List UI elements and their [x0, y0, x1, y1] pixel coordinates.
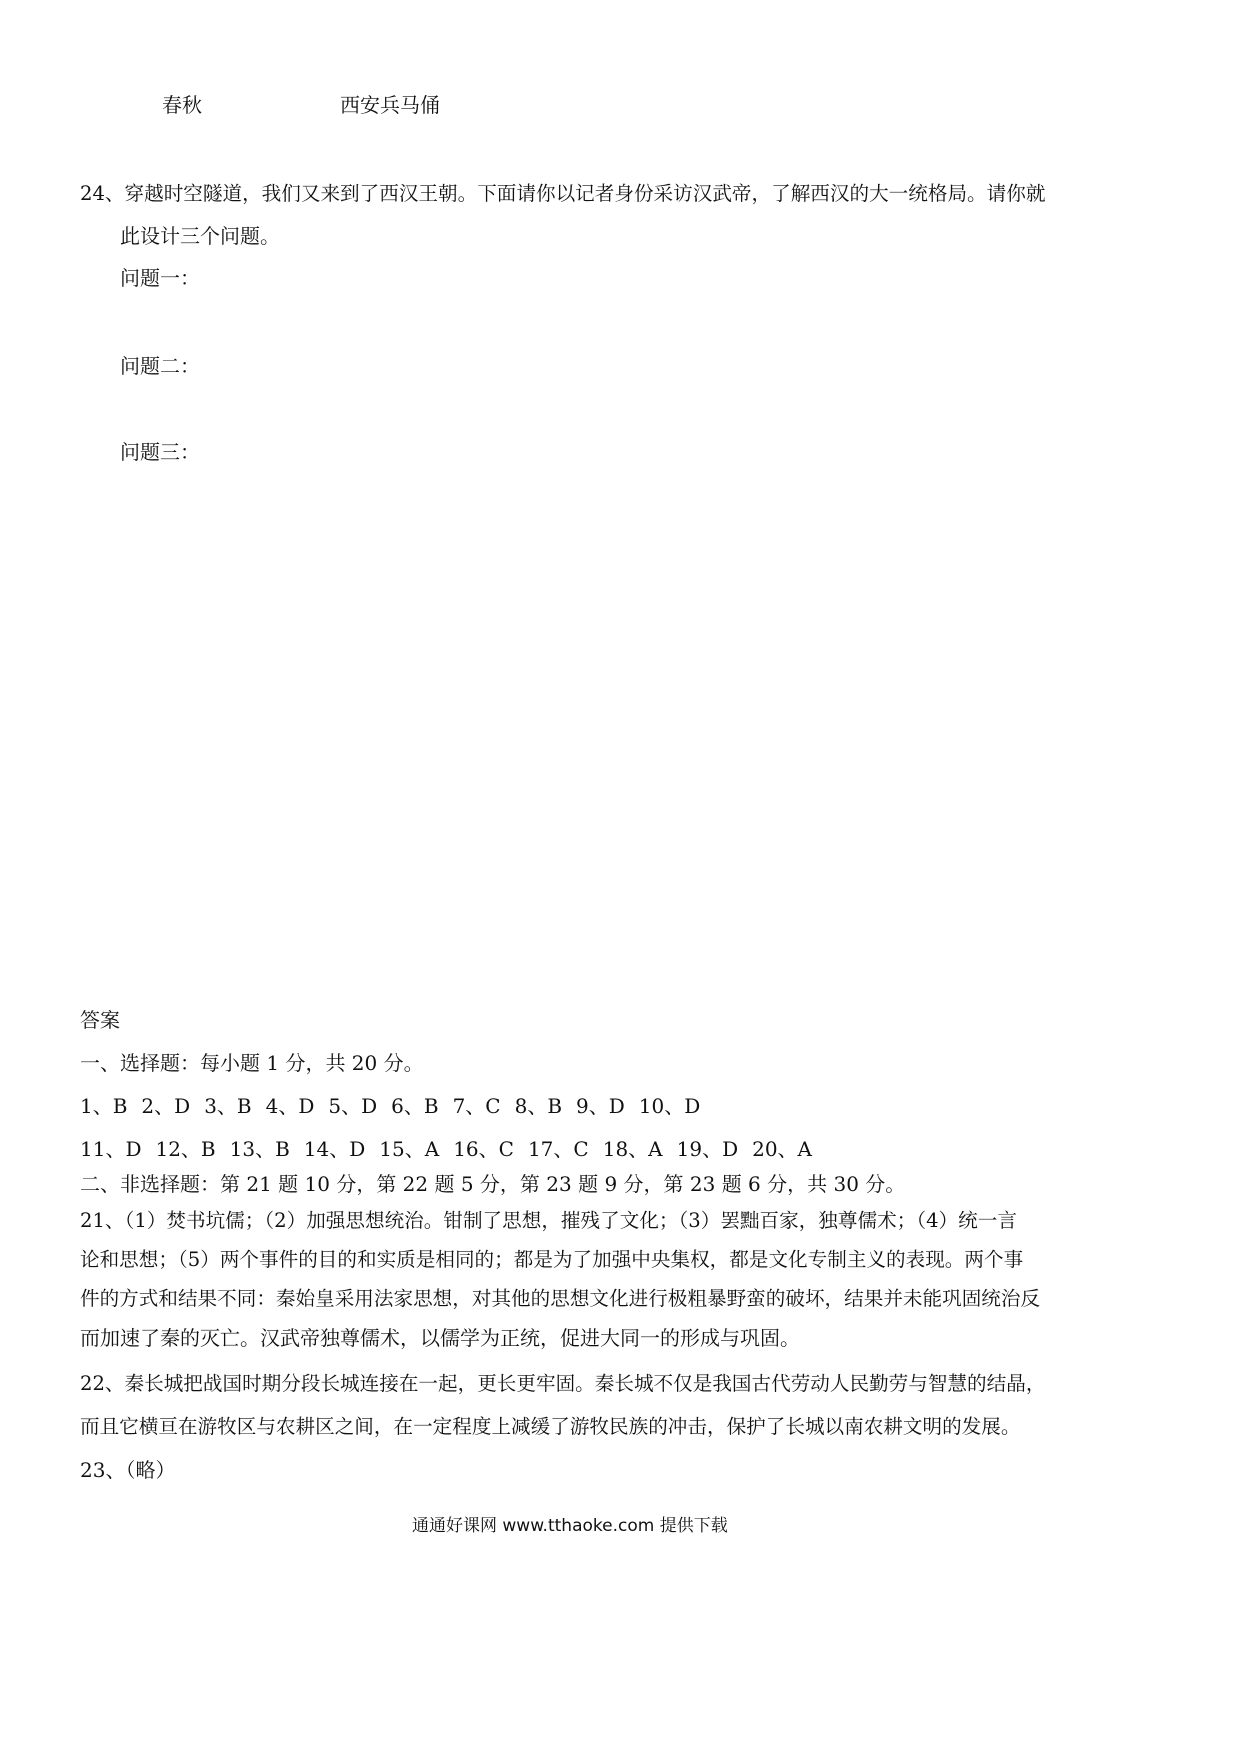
footer-source: 通通好课网 www.tthaoke.com 提供下载	[412, 1516, 728, 1536]
question24-line1: 24、穿越时空隧道，我们又来到了西汉王朝。下面请你以记者身份采访汉武帝，了解西汉的大一统格局。请你就	[80, 182, 1046, 205]
answer-item: 11、D	[80, 1137, 142, 1161]
answer21-line2: 论和思想；（5）两个事件的目的和实质是相同的；都是为了加强中央集权，都是文化专制主义的表现。两个事	[80, 1248, 1024, 1271]
top-row-left: 春秋	[162, 93, 202, 117]
answer-item: 12、B	[155, 1137, 216, 1161]
answer-item: 19、D	[676, 1137, 739, 1161]
question24-q2: 问题二：	[120, 354, 200, 378]
answer-item: 9、D	[576, 1094, 625, 1118]
answer22-line2: 而且它横亘在游牧区与农耕区之间，在一定程度上减缓了游牧民族的冲击，保护了长城以南农耕文明的发展。	[80, 1415, 1021, 1438]
top-row-right: 西安兵马俑	[340, 93, 440, 117]
answer-item: 13、B	[229, 1137, 290, 1161]
answer-item: 4、D	[265, 1094, 315, 1118]
answer22-line1: 22、秦长城把战国时期分段长城连接在一起，更长更牢固。秦长城不仅是我国古代劳动人民勤劳与智慧的结晶，	[80, 1372, 1046, 1395]
answers-title: 答案	[80, 1008, 120, 1032]
question24-q3: 问题三：	[120, 440, 200, 464]
answer21-line3: 件的方式和结果不同：秦始皇采用法家思想，对其他的思想文化进行极粗暴野蛮的破坏，结果并未能巩固统治反	[80, 1287, 1041, 1310]
answer-item: 18、A	[602, 1137, 663, 1161]
answer21-line1: 21、（1）焚书坑儒；（2）加强思想统治。钳制了思想，摧残了文化；（3）罢黜百家，独尊儒术；（4）统一言	[80, 1209, 1017, 1232]
answer21-line4: 而加速了秦的灭亡。汉武帝独尊儒术，以儒学为正统，促进大同一的形成与巩固。	[80, 1326, 800, 1350]
answer-item: 20、A	[752, 1137, 813, 1161]
answers-section1: 一、选择题：每小题 1 分，共 20 分。	[80, 1051, 424, 1075]
answer-item: 14、D	[303, 1137, 366, 1161]
question24-q1: 问题一：	[120, 266, 200, 290]
answer-item: 6、B	[391, 1094, 439, 1118]
answers-section2: 二、非选择题：第 21 题 10 分，第 22 题 5 分，第 23 题 9 分，第 23 题 6 分，共 30 分。	[80, 1172, 906, 1196]
answer-item: 8、B	[514, 1094, 563, 1118]
answer-item: 17、C	[527, 1137, 589, 1161]
answer-item: 1、B	[80, 1094, 128, 1118]
question24-line2: 此设计三个问题。	[120, 224, 280, 248]
answer-item: 2、D	[141, 1094, 191, 1118]
answer-item: 3、B	[204, 1094, 252, 1118]
answer-item: 5、D	[328, 1094, 378, 1118]
answer-item: 10、D	[638, 1094, 701, 1118]
answers-row1	[80, 1092, 714, 1120]
answer-item: 16、C	[453, 1137, 514, 1161]
answer-item: 7、C	[452, 1094, 501, 1118]
answers-row2	[80, 1135, 826, 1163]
answer-item: 15、A	[379, 1137, 440, 1161]
answer23: 23、（略）	[80, 1458, 176, 1482]
